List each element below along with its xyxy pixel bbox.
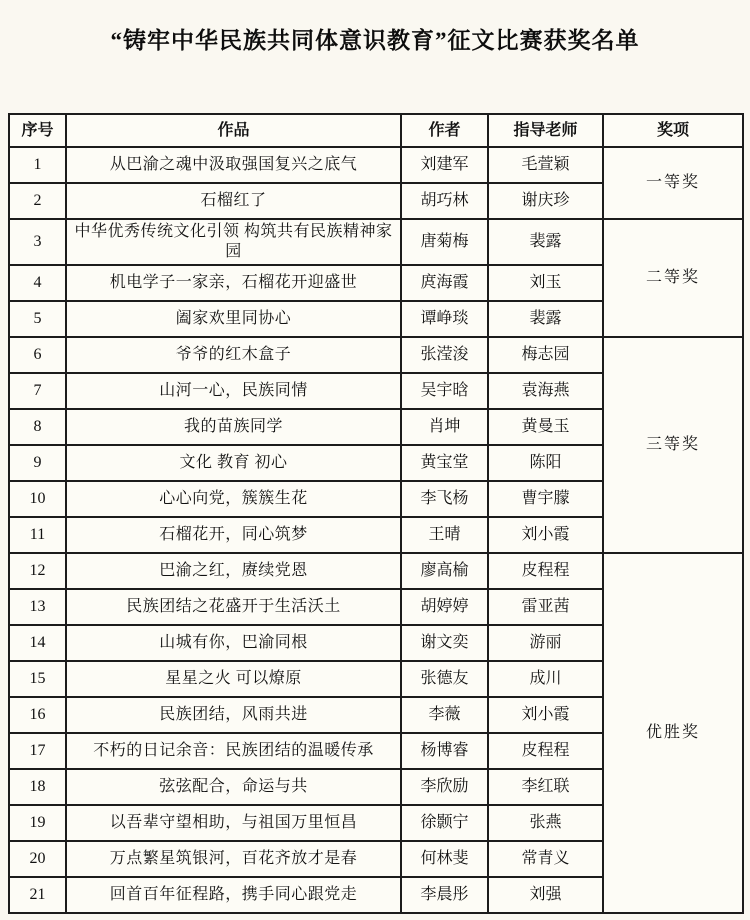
cell-teacher: 刘小霞 <box>488 517 603 553</box>
cell-author: 何林斐 <box>401 841 488 877</box>
cell-teacher: 曹宇朦 <box>488 481 603 517</box>
cell-author: 张滢浚 <box>401 337 488 373</box>
cell-award: 一等奖 <box>603 147 743 219</box>
cell-author: 胡婷婷 <box>401 589 488 625</box>
cell-work: 民族团结之花盛开于生活沃土 <box>66 589 401 625</box>
cell-teacher: 皮程程 <box>488 553 603 589</box>
cell-author: 李薇 <box>401 697 488 733</box>
cell-work: 爷爷的红木盒子 <box>66 337 401 373</box>
cell-author: 杨博睿 <box>401 733 488 769</box>
cell-teacher: 刘玉 <box>488 265 603 301</box>
cell-teacher: 李红联 <box>488 769 603 805</box>
cell-teacher: 袁海燕 <box>488 373 603 409</box>
cell-no: 20 <box>9 841 66 877</box>
cell-author: 刘建军 <box>401 147 488 183</box>
cell-no: 10 <box>9 481 66 517</box>
cell-teacher: 皮程程 <box>488 733 603 769</box>
header-cell-no: 序号 <box>9 114 66 147</box>
table-row <box>9 337 743 373</box>
cell-author: 李晨彤 <box>401 877 488 913</box>
cell-no: 6 <box>9 337 66 373</box>
cell-teacher: 常青义 <box>488 841 603 877</box>
cell-teacher: 刘小霞 <box>488 697 603 733</box>
cell-author: 谢文奕 <box>401 625 488 661</box>
cell-no: 1 <box>9 147 66 183</box>
table-row <box>9 553 743 589</box>
cell-author: 胡巧林 <box>401 183 488 219</box>
table-row <box>9 219 743 265</box>
cell-award: 三等奖 <box>603 337 743 553</box>
cell-teacher: 成川 <box>488 661 603 697</box>
cell-no: 13 <box>9 589 66 625</box>
cell-award: 优胜奖 <box>603 553 743 913</box>
cell-author: 李飞杨 <box>401 481 488 517</box>
header-row <box>9 114 743 147</box>
cell-work: 机电学子一家亲，石榴花开迎盛世 <box>66 265 401 301</box>
cell-work: 以吾辈守望相助，与祖国万里恒昌 <box>66 805 401 841</box>
cell-work: 山河一心，民族同情 <box>66 373 401 409</box>
cell-work: 阖家欢里同协心 <box>66 301 401 337</box>
table-row <box>9 147 743 183</box>
cell-teacher: 谢庆珍 <box>488 183 603 219</box>
cell-work: 回首百年征程路，携手同心跟党走 <box>66 877 401 913</box>
cell-teacher: 游丽 <box>488 625 603 661</box>
cell-author: 肖坤 <box>401 409 488 445</box>
cell-no: 7 <box>9 373 66 409</box>
cell-no: 16 <box>9 697 66 733</box>
cell-teacher: 张燕 <box>488 805 603 841</box>
cell-no: 8 <box>9 409 66 445</box>
cell-work: 中华优秀传统文化引领 构筑共有民族精神家园 <box>66 219 401 265</box>
cell-no: 5 <box>9 301 66 337</box>
cell-work: 星星之火 可以燎原 <box>66 661 401 697</box>
cell-author: 唐菊梅 <box>401 219 488 265</box>
cell-teacher: 黄曼玉 <box>488 409 603 445</box>
cell-author: 廖高榆 <box>401 553 488 589</box>
cell-author: 徐颢宁 <box>401 805 488 841</box>
cell-author: 李欣励 <box>401 769 488 805</box>
cell-work: 心心向党，簇簇生花 <box>66 481 401 517</box>
cell-work: 文化 教育 初心 <box>66 445 401 481</box>
cell-teacher: 陈阳 <box>488 445 603 481</box>
cell-no: 11 <box>9 517 66 553</box>
table-body <box>9 147 743 913</box>
cell-award: 二等奖 <box>603 219 743 337</box>
cell-author: 谭峥琰 <box>401 301 488 337</box>
header-cell-author: 作者 <box>401 114 488 147</box>
cell-teacher: 梅志园 <box>488 337 603 373</box>
table-header <box>9 114 743 147</box>
cell-work: 我的苗族同学 <box>66 409 401 445</box>
cell-work: 石榴红了 <box>66 183 401 219</box>
cell-teacher: 毛萱颖 <box>488 147 603 183</box>
cell-teacher: 雷亚茜 <box>488 589 603 625</box>
cell-no: 15 <box>9 661 66 697</box>
cell-teacher: 刘强 <box>488 877 603 913</box>
cell-work: 山城有你，巴渝同根 <box>66 625 401 661</box>
cell-work: 万点繁星筑银河，百花齐放才是春 <box>66 841 401 877</box>
cell-no: 18 <box>9 769 66 805</box>
cell-no: 21 <box>9 877 66 913</box>
cell-work: 不朽的日记余音：民族团结的温暖传承 <box>66 733 401 769</box>
cell-no: 14 <box>9 625 66 661</box>
cell-work: 石榴花开，同心筑梦 <box>66 517 401 553</box>
cell-no: 3 <box>9 219 66 265</box>
cell-author: 庹海霞 <box>401 265 488 301</box>
header-cell-award: 奖项 <box>603 114 743 147</box>
header-cell-work: 作品 <box>66 114 401 147</box>
cell-author: 张德友 <box>401 661 488 697</box>
cell-work: 弦弦配合，命运与共 <box>66 769 401 805</box>
cell-no: 19 <box>9 805 66 841</box>
header-cell-teacher: 指导老师 <box>488 114 603 147</box>
cell-no: 9 <box>9 445 66 481</box>
cell-no: 17 <box>9 733 66 769</box>
cell-author: 黄宝堂 <box>401 445 488 481</box>
award-winners-table <box>8 113 744 914</box>
cell-teacher: 裴露 <box>488 219 603 265</box>
cell-author: 王晴 <box>401 517 488 553</box>
page-title: “铸牢中华民族共同体意识教育”征文比赛获奖名单 <box>110 28 640 53</box>
cell-no: 4 <box>9 265 66 301</box>
cell-author: 吴宇晗 <box>401 373 488 409</box>
cell-no: 12 <box>9 553 66 589</box>
cell-no: 2 <box>9 183 66 219</box>
cell-teacher: 裴露 <box>488 301 603 337</box>
cell-work: 民族团结，风雨共进 <box>66 697 401 733</box>
cell-work: 巴渝之红，赓续党恩 <box>66 553 401 589</box>
cell-work: 从巴渝之魂中汲取强国复兴之底气 <box>66 147 401 183</box>
